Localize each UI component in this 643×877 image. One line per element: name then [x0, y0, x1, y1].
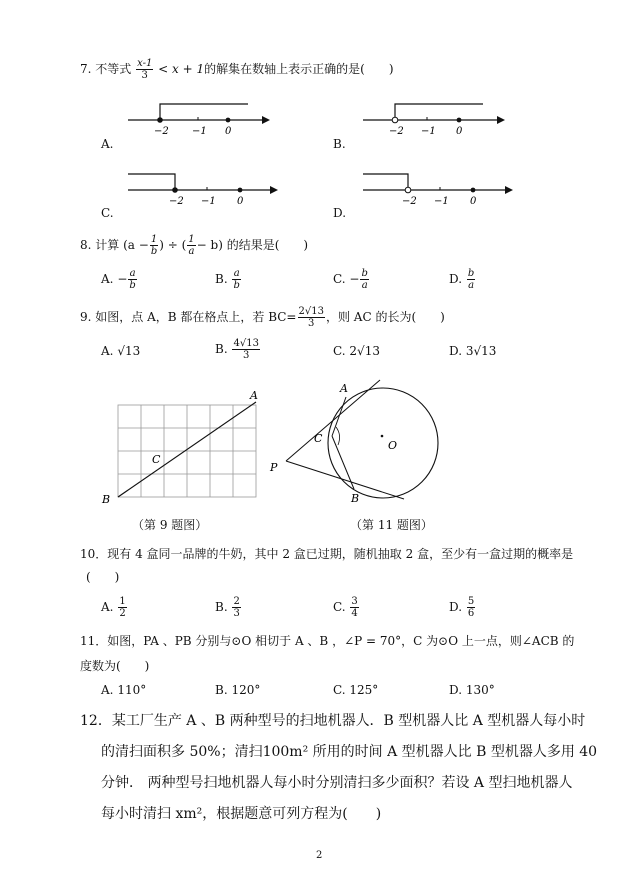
q9-stem: 9. 如图，点 A，B 都在格点上，若 BC= $\frac{2√13}{3}$ ，则 AC 的长为( ) — [80, 306, 445, 329]
q10-option-a[interactable]: A. $\frac{1}{2}$ — [101, 596, 126, 619]
svg-text:C: C — [314, 432, 323, 445]
q8-option-b[interactable]: B. $\frac{a}{b}$ — [215, 268, 240, 291]
q11-stem-line2: 度数为( ) — [80, 659, 150, 673]
svg-text:−1: −1 — [421, 126, 436, 137]
q7-option-d-label[interactable]: D. — [333, 206, 347, 220]
q10-option-b[interactable]: B. $\frac{2}{3}$ — [215, 596, 240, 619]
q7-stem: 7. 不等式 $\frac{x-1}{3}$ < x + 1的解集在数轴上表示正确的是( ) — [80, 58, 394, 81]
q8-option-a[interactable]: A. − $\frac{a}{b}$ — [101, 268, 136, 291]
svg-text:C: C — [152, 453, 161, 466]
svg-text:−1: −1 — [434, 196, 449, 207]
q7-option-c-numberline — [120, 168, 280, 208]
q7-option-a-label[interactable]: A. — [101, 137, 114, 151]
q11-stem-line1: 11．如图，PA 、PB 分别与⊙O 相切于 A 、B ，∠P = 70°，C 为⊙O 上一点，则∠ACB 的 — [80, 634, 575, 648]
svg-text:0: 0 — [470, 196, 477, 207]
svg-text:B: B — [102, 493, 111, 506]
svg-text:A: A — [250, 389, 258, 402]
q7-option-b-numberline — [355, 98, 505, 138]
q7-option-d-numberline — [355, 168, 515, 208]
svg-text:O: O — [388, 439, 398, 452]
svg-text:P: P — [270, 461, 278, 474]
q9-option-c[interactable]: C. 2√13 — [333, 344, 380, 358]
q11-option-d[interactable]: D. 130° — [449, 683, 495, 697]
q10-stem-line1: 10．现有 4 盒同一品牌的牛奶，其中 2 盒已过期，随机抽取 2 盒，至少有一盒过期的概率是 — [80, 547, 574, 561]
svg-text:−2: −2 — [154, 126, 169, 137]
q10-stem-line2: ( ) — [86, 570, 120, 584]
figure-11-circle — [262, 375, 452, 510]
q11-option-c[interactable]: C. 125° — [333, 683, 379, 697]
q12-stem-line3: 分钟． 两种型号扫地机器人每小时分别清扫多少面积？若设 A 型扫地机器人 — [101, 775, 573, 791]
svg-text:B: B — [351, 492, 360, 505]
figure-9-grid — [98, 385, 268, 510]
q8-option-d[interactable]: D. $\frac{b}{a}$ — [449, 268, 475, 291]
q12-stem-line4: 每小时清扫 xm²，根据题意可列方程为( ) — [101, 806, 382, 822]
page-number: 2 — [316, 850, 323, 861]
svg-text:−1: −1 — [201, 196, 216, 207]
q11-option-b[interactable]: B. 120° — [215, 683, 261, 697]
q7-option-b-label[interactable]: B. — [333, 137, 346, 151]
q11-option-a[interactable]: A. 110° — [101, 683, 147, 697]
svg-text:−2: −2 — [169, 196, 184, 207]
figure-9-caption: （第 9 题图） — [132, 518, 208, 532]
q7-option-a-numberline — [120, 98, 270, 138]
svg-text:0: 0 — [225, 126, 232, 137]
svg-text:−2: −2 — [402, 196, 417, 207]
q9-option-d[interactable]: D. 3√13 — [449, 344, 497, 358]
q7-option-c-label[interactable]: C. — [101, 206, 114, 220]
svg-text:0: 0 — [456, 126, 463, 137]
q10-option-c[interactable]: C. $\frac{3}{4}$ — [333, 596, 358, 619]
q7-fraction: $\frac{x-1}{3}$ — [137, 58, 153, 81]
svg-text:A: A — [340, 382, 348, 395]
svg-text:−2: −2 — [389, 126, 404, 137]
q10-option-d[interactable]: D. $\frac{5}{6}$ — [449, 596, 475, 619]
figure-11-caption: （第 11 题图） — [350, 518, 433, 532]
svg-text:−1: −1 — [192, 126, 207, 137]
q8-stem: 8. 计算 (a − $\frac{1}{b}$ ) ÷ ( $\frac{1}{a}$ − b) 的结果是( ) — [80, 234, 309, 257]
q12-stem-line1: 12．某工厂生产 A 、B 两种型号的扫地机器人．B 型机器人比 A 型机器人每小时 — [80, 713, 586, 729]
q9-option-b[interactable]: B. $\frac{4√13}{3}$ — [215, 338, 259, 361]
svg-text:0: 0 — [237, 196, 244, 207]
q8-option-c[interactable]: C. − $\frac{b}{a}$ — [333, 268, 368, 291]
q12-stem-line2: 的清扫面积多 50%；清扫100m² 所用的时间 A 型机器人比 B 型机器人多用 40 — [101, 744, 598, 760]
q9-option-a[interactable]: A. √13 — [101, 344, 141, 358]
